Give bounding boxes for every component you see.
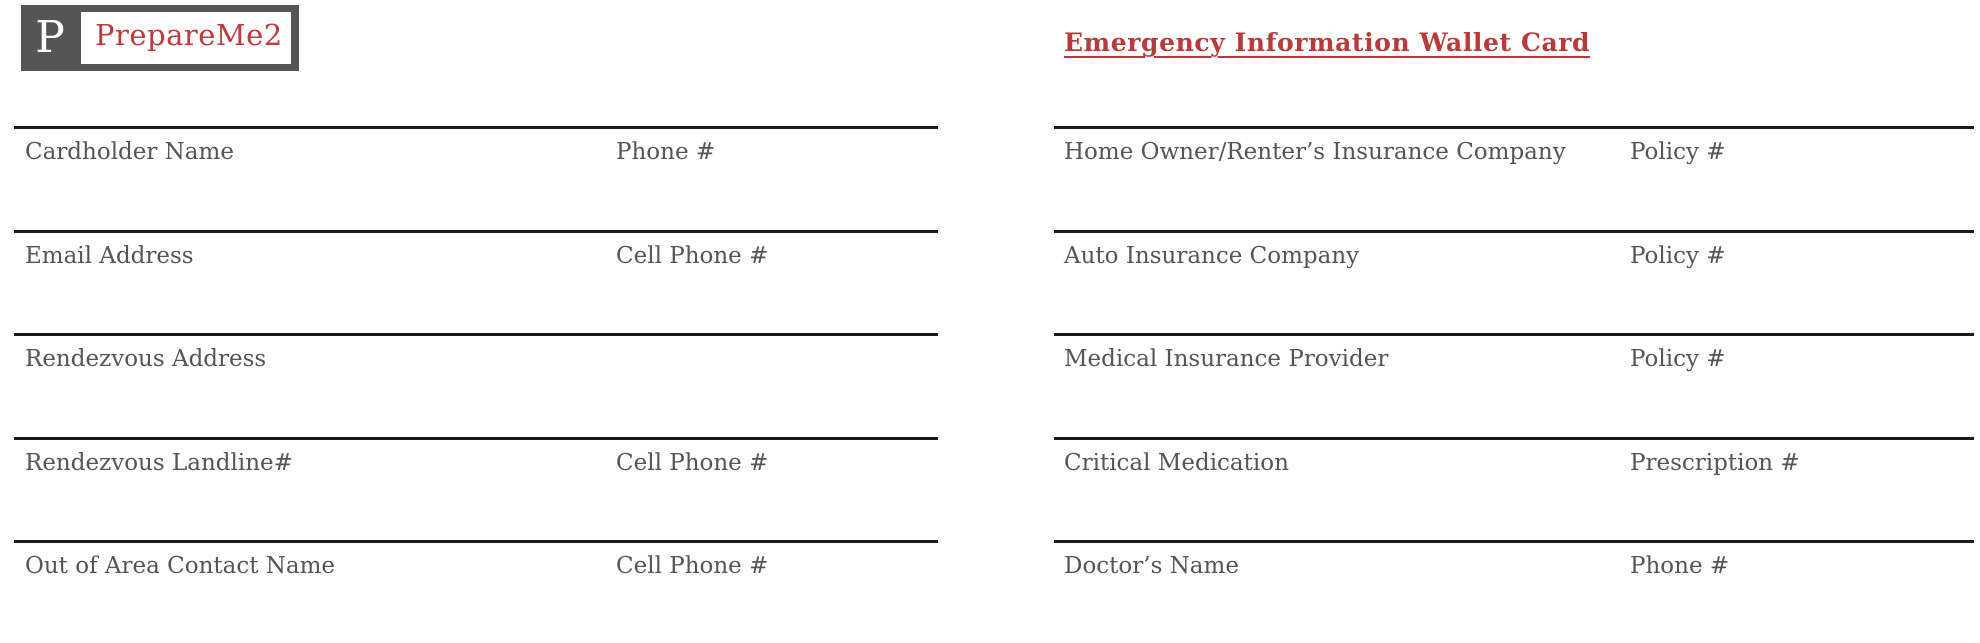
- home-policy-label: Policy #: [1630, 139, 1726, 165]
- rendezvous-address-label: Rendezvous Address: [25, 346, 267, 372]
- phone-label: Phone #: [616, 139, 716, 165]
- email-address-label: Email Address: [25, 243, 194, 269]
- form-row-critical-medication: [1054, 437, 1974, 540]
- doctor-phone-label: Phone #: [1630, 553, 1730, 579]
- medical-insurance-label: Medical Insurance Provider: [1064, 346, 1389, 372]
- logo-letter: P: [35, 12, 65, 63]
- cell-phone-label: Cell Phone #: [616, 243, 769, 269]
- logo-name-box: [81, 12, 291, 64]
- form-row-home-insurance: [1054, 126, 1974, 229]
- form-row-email: [14, 230, 938, 333]
- doctor-name-label: Doctor’s Name: [1064, 553, 1239, 579]
- logo-name: PrepareMe2: [95, 18, 283, 52]
- page-title: Emergency Information Wallet Card: [1064, 28, 1591, 57]
- form-row-cardholder: [14, 126, 938, 229]
- critical-medication-label: Critical Medication: [1064, 450, 1289, 476]
- home-insurance-label: Home Owner/Renter’s Insurance Company: [1064, 139, 1566, 165]
- rendezvous-landline-label: Rendezvous Landline#: [25, 450, 293, 476]
- form-row-auto-insurance: [1054, 230, 1974, 333]
- form-row-medical-insurance: [1054, 333, 1974, 436]
- form-row-rendezvous-address: [14, 333, 938, 436]
- contact-cell-phone-label: Cell Phone #: [616, 553, 769, 579]
- auto-insurance-label: Auto Insurance Company: [1064, 243, 1360, 269]
- prescription-label: Prescription #: [1630, 450, 1800, 476]
- form-row-doctor: [1054, 540, 1974, 643]
- out-of-area-contact-label: Out of Area Contact Name: [25, 553, 336, 579]
- brand-logo: [21, 5, 299, 71]
- medical-policy-label: Policy #: [1630, 346, 1726, 372]
- form-row-out-of-area-contact: [14, 540, 938, 643]
- cardholder-name-label: Cardholder Name: [25, 139, 234, 165]
- rendezvous-cell-phone-label: Cell Phone #: [616, 450, 769, 476]
- form-row-rendezvous-landline: [14, 437, 938, 540]
- auto-policy-label: Policy #: [1630, 243, 1726, 269]
